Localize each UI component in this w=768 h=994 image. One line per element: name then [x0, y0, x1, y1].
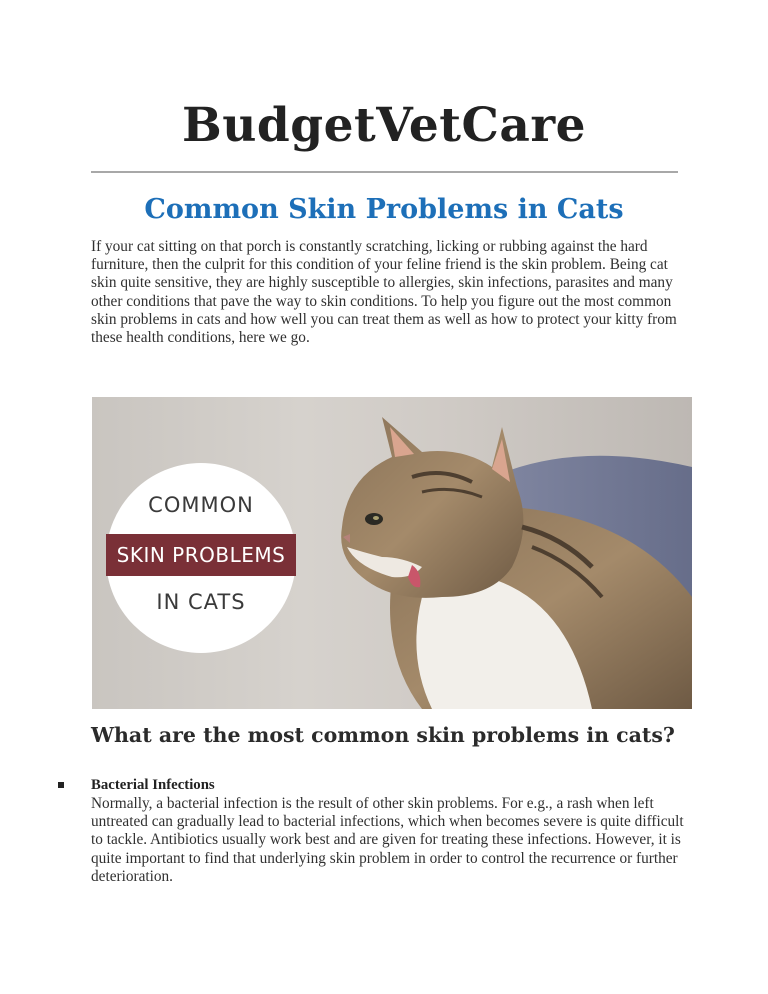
badge-line-skin-problems: SKIN PROBLEMS — [116, 543, 286, 567]
bullet-body: Normally, a bacterial infection is the result of other skin problems. For e.g., a rash when left untreated can gradually lead to bacterial infections, which when becomes severe is quite difficult to tackle. Antibiotics usually work best and are given for treating these infections. However, it is quite important to find that underlying skin problem in order to control the recurrence or further deterioration. — [91, 795, 684, 885]
title-badge — [106, 463, 296, 653]
article-title: Common Skin Problems in Cats — [144, 194, 624, 225]
badge-line-in-cats: IN CATS — [156, 590, 246, 614]
badge-line-common: COMMON — [148, 493, 254, 517]
bullet-title: Bacterial Infections — [91, 777, 215, 793]
site-title: BudgetVetCare — [181, 98, 587, 153]
section-heading: What are the most common skin problems in cats? — [91, 723, 675, 747]
hero-image — [92, 397, 692, 709]
bullet-square-icon — [58, 782, 64, 788]
title-divider — [91, 171, 678, 173]
intro-paragraph: If your cat sitting on that porch is constantly scratching, licking or rubbing against the hard furniture, then the culprit for this condition of your feline friend is the skin problem. Being cat skin quite sensitive, they are highly susceptible to allergies, skin infections, parasites and many other conditions that pave the way to skin conditions. To help you figure out the most common skin problems in cats and how well you can treat them as well as how to protect your kitty from these health conditions, here we go. — [91, 238, 677, 347]
